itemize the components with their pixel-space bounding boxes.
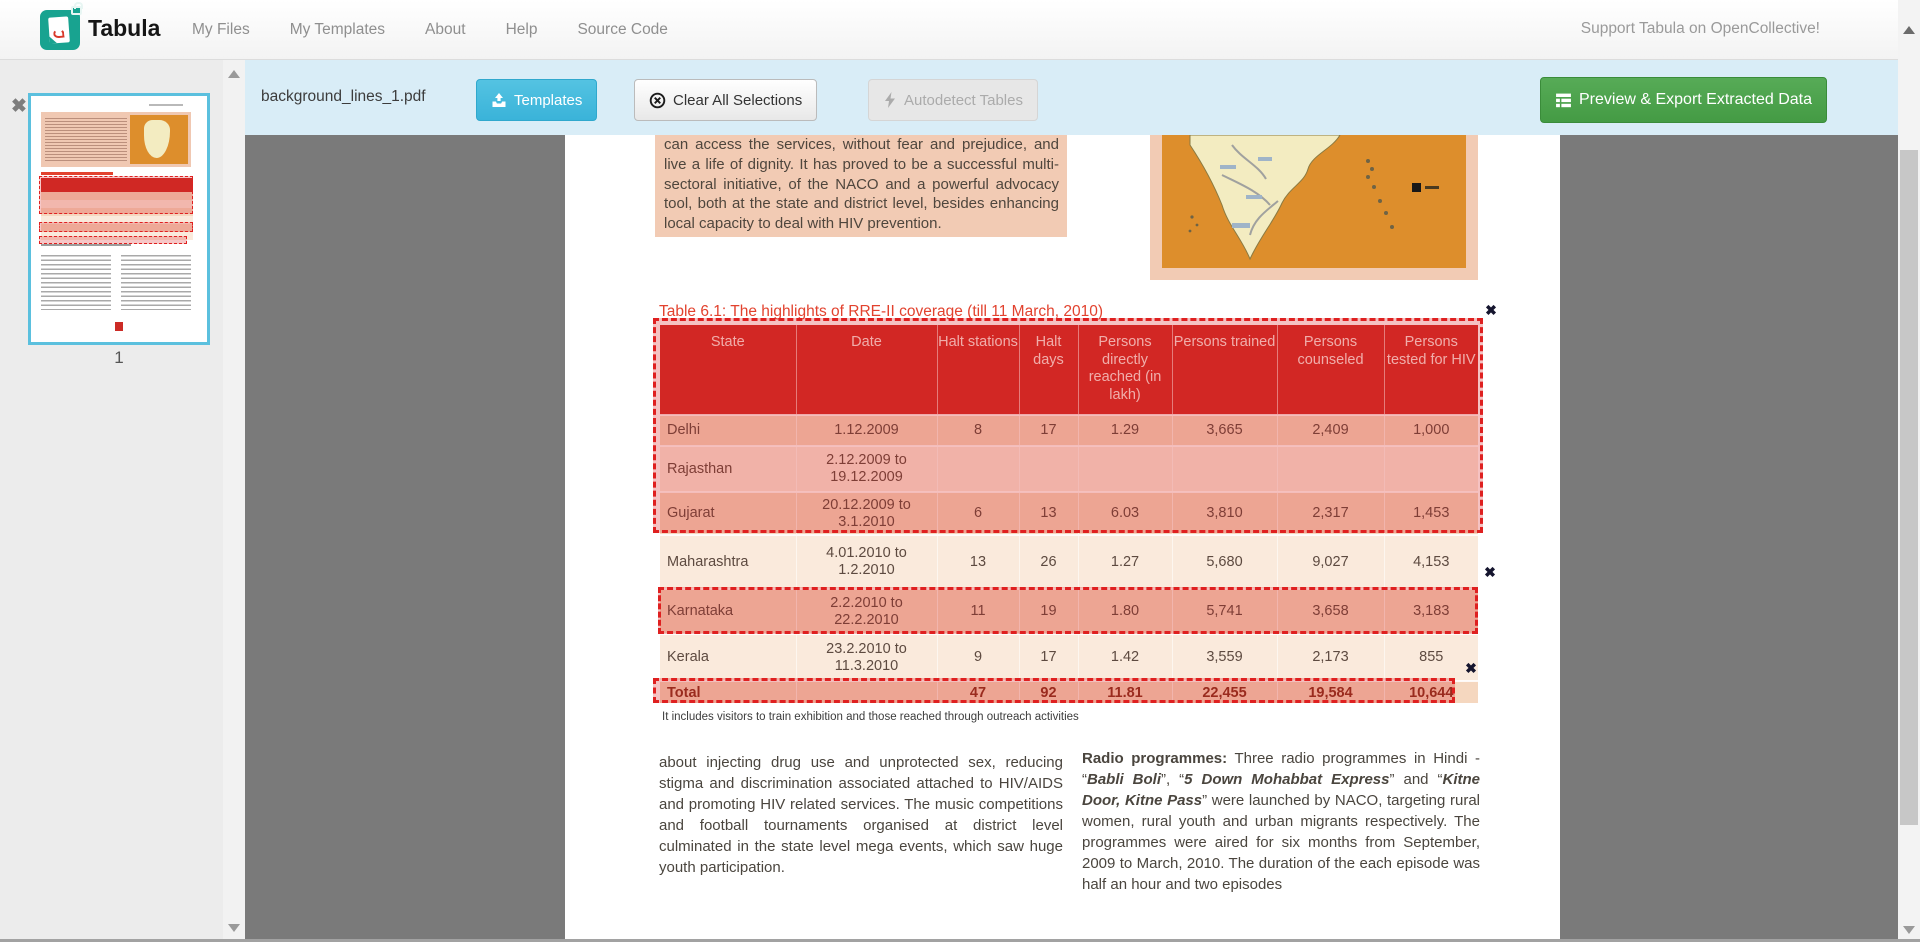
selection-3-close-icon[interactable]: ✖ — [1465, 660, 1477, 676]
column-header: Halt stations — [937, 325, 1019, 415]
intro-paragraph: can access the services, without fear and prejudice, and live a life of dignity. It has proved to be a successful multi-sectoral initiative, of the NACO and a powerful advocacy tool, both at the state and district level, besides enhancing local capacity to deal with HIV prevention. — [655, 135, 1067, 237]
column-header: Persons tested for HIV — [1384, 325, 1478, 415]
table-cell: 4,153 — [1384, 535, 1478, 589]
nav-item-my-templates[interactable]: My Templates — [289, 21, 386, 38]
right-text-column: Radio programmes: Three radio programmes in Hindi - “Babli Boli”, “5 Down Mohabbat Express” and “Kitne Door, Kitne Pass” were launched by NACO, targeting rural women, rural youth and urban migrants respectively. The programmes were aired for six months from September, 2009 to March, 2010. The duration of the each episode was half an hour and two episodes — [1082, 750, 1480, 893]
table-cell: 10,644 — [1384, 681, 1478, 703]
tabula-logo-icon — [40, 10, 80, 50]
nav-menu — [192, 0, 668, 60]
clear-all-selections-button[interactable]: Clear All Selections — [634, 79, 817, 121]
page-thumbnails-sidebar — [0, 60, 223, 942]
thumb-selection-1 — [39, 176, 193, 214]
nav-item-my-files[interactable]: My Files — [192, 21, 250, 38]
window-scrollbar[interactable] — [1898, 0, 1920, 942]
thumb-left-column — [41, 252, 111, 310]
selection-2-close-icon[interactable]: ✖ — [1484, 564, 1496, 580]
table-cell: 11.81 — [1078, 681, 1172, 703]
column-header: State — [660, 325, 796, 415]
table-cell: 2.12.2009 to 19.12.2009 — [796, 446, 937, 492]
thumb-selection-3 — [39, 236, 187, 244]
lightning-bolt-icon — [883, 92, 897, 108]
selection-box-2[interactable] — [658, 587, 1478, 634]
table-cell: 26 — [1019, 535, 1078, 589]
thumbnail-close-icon[interactable]: ✖ — [11, 96, 27, 117]
table-cell: 3,658 — [1277, 589, 1384, 634]
sidebar-scroll-down-icon[interactable] — [228, 924, 240, 932]
preview-export-button[interactable]: Preview & Export Extracted Data — [1540, 77, 1827, 123]
table-cell: 8 — [937, 415, 1019, 446]
column-header: Date — [796, 325, 937, 415]
table-cell: Rajasthan — [660, 446, 796, 492]
thumbnail-page-number: 1 — [114, 348, 124, 367]
table-cell: Delhi — [660, 415, 796, 446]
table-cell: 1.80 — [1078, 589, 1172, 634]
table-cell: 11 — [937, 589, 1019, 634]
table-cell: 5,741 — [1172, 589, 1277, 634]
window-scroll-down-icon[interactable] — [1903, 926, 1915, 934]
table-cell: 47 — [937, 681, 1019, 703]
pdf-viewer-area — [245, 135, 1898, 942]
table-cell: Total — [660, 681, 796, 703]
templates-icon — [491, 92, 507, 108]
thumb-header-line — [149, 104, 183, 106]
table-cell: 3,810 — [1172, 492, 1277, 535]
selection-box-1[interactable] — [653, 318, 1483, 533]
nav-item-source-code[interactable]: Source Code — [577, 21, 668, 38]
support-link[interactable]: Support Tabula on OpenCollective! — [1580, 20, 1820, 37]
templates-button[interactable]: Templates — [476, 79, 597, 121]
window-scroll-up-icon[interactable] — [1903, 26, 1915, 34]
table-cell: Kerala — [660, 634, 796, 681]
sidebar-scrollbar[interactable] — [223, 60, 245, 942]
column-header: Halt days — [1019, 325, 1078, 415]
clear-circle-x-icon — [649, 92, 666, 109]
table-cell: 6.03 — [1078, 492, 1172, 535]
table-cell: Gujarat — [660, 492, 796, 535]
table-cell: 3,665 — [1172, 415, 1277, 446]
table-cell: 20.12.2009 to 3.1.2010 — [796, 492, 937, 535]
pdf-page[interactable] — [565, 135, 1560, 942]
table-cell: 6 — [937, 492, 1019, 535]
thumb-page-badge — [115, 322, 123, 331]
table-cell: 2,173 — [1277, 634, 1384, 681]
column-header: Persons trained — [1172, 325, 1277, 415]
table-cell: 17 — [1019, 634, 1078, 681]
india-map-image — [1162, 135, 1466, 268]
table-title: Table 6.1: The highlights of RRE-II coverage (till 11 March, 2010) — [659, 303, 1103, 320]
table-cell: Karnataka — [660, 589, 796, 634]
thumb-selection-2 — [39, 222, 193, 232]
thumb-table — [41, 178, 193, 240]
table-cell: 1.27 — [1078, 535, 1172, 589]
document-toolbar — [245, 60, 1898, 135]
table-cell: 13 — [1019, 492, 1078, 535]
table-cell: 17 — [1019, 415, 1078, 446]
brand-title: Tabula — [88, 15, 161, 41]
thumb-paragraph — [41, 112, 191, 167]
table-cell: 2.2.2010 to 22.2.2010 — [796, 589, 937, 634]
table-cell: 22,455 — [1172, 681, 1277, 703]
table-list-icon — [1555, 92, 1572, 109]
nav-item-help[interactable]: Help — [505, 21, 538, 38]
thumb-right-column — [121, 252, 191, 310]
table-row — [660, 634, 1478, 681]
table-cell: 5,680 — [1172, 535, 1277, 589]
table-cell: 1,453 — [1384, 492, 1478, 535]
table-cell: 3,183 — [1384, 589, 1478, 634]
map-figure — [1150, 135, 1478, 280]
page-thumbnail[interactable] — [28, 93, 210, 345]
table-cell: 4.01.2010 to 1.2.2010 — [796, 535, 937, 589]
thumb-footnote-line — [41, 244, 131, 246]
table-cell: 19 — [1019, 589, 1078, 634]
table-cell: 2,317 — [1277, 492, 1384, 535]
table-cell: 1.12.2009 — [796, 415, 937, 446]
table-row — [660, 535, 1478, 589]
table-cell: Maharashtra — [660, 535, 796, 589]
column-header: Persons directly reached (in lakh) — [1078, 325, 1172, 415]
table-cell: 1.29 — [1078, 415, 1172, 446]
selection-box-3[interactable] — [653, 678, 1455, 703]
column-header: Persons counseled — [1277, 325, 1384, 415]
sidebar-scroll-up-icon[interactable] — [228, 70, 240, 78]
table-cell: 1,000 — [1384, 415, 1478, 446]
top-navbar — [0, 0, 1920, 60]
table-cell: 9 — [937, 634, 1019, 681]
table-cell: 2,409 — [1277, 415, 1384, 446]
table-cell: 1.42 — [1078, 634, 1172, 681]
thumb-map — [130, 115, 188, 164]
table-cell: 13 — [937, 535, 1019, 589]
left-text-column: about injecting drug use and unprotected sex, reducing stigma and discrimination associated attached to HIV/AIDS and promoting HIV related services. The music competitions and football tournaments organised at district level culminated in the state level mega events, which saw huge youth participation. — [659, 754, 1063, 876]
table-cell: 9,027 — [1277, 535, 1384, 589]
selection-1-close-icon[interactable]: ✖ — [1485, 302, 1497, 318]
document-filename: background_lines_1.pdf — [261, 88, 426, 105]
nav-item-about[interactable]: About — [425, 21, 466, 38]
table-footnote: It includes visitors to train exhibition and those reached through outreach activities — [662, 711, 1079, 723]
table-cell: 19,584 — [1277, 681, 1384, 703]
table-cell: 23.2.2010 to 11.3.2010 — [796, 634, 937, 681]
thumb-table-title — [41, 172, 113, 175]
table-cell: 3,559 — [1172, 634, 1277, 681]
window-scrollbar-thumb[interactable] — [1900, 150, 1918, 825]
table-cell: 855 — [1384, 634, 1478, 681]
table-cell: 92 — [1019, 681, 1078, 703]
autodetect-tables-button: Autodetect Tables — [868, 79, 1038, 121]
lock-icon — [71, 6, 82, 15]
